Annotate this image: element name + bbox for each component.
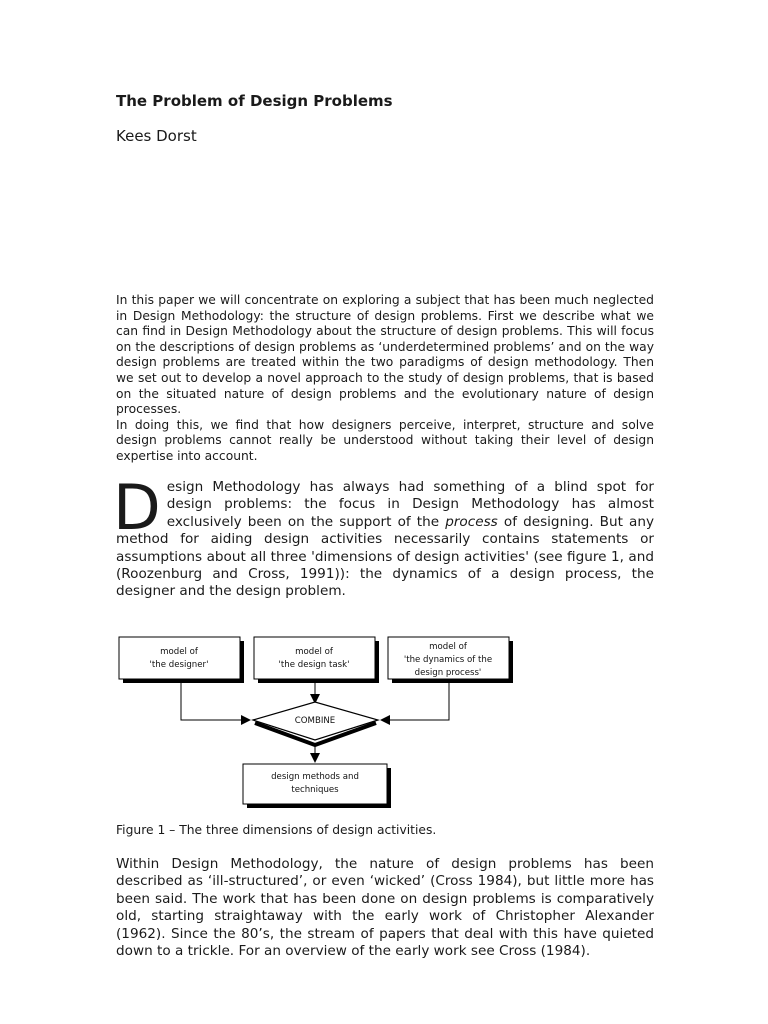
intro-italic-word: process: [445, 513, 498, 530]
box-design-task-line-2: 'the design task': [278, 660, 350, 670]
arrow-left: [181, 683, 250, 720]
box-design-task: [254, 637, 379, 683]
arrow-right: [381, 683, 449, 720]
paper-author: Kees Dorst: [116, 127, 197, 145]
figure-1: [116, 634, 516, 809]
box-design-dynamics-line-1: model of: [429, 642, 467, 652]
intro-text-end: of designing. But any method for aiding design activities necessarily contains statements or assumptions about all three 'dimensions of design activities' (see figure 1, and (Roozenburg and Cross, 1991)): the dynamics of a design process, the designer and the design problem.: [116, 513, 654, 600]
intro-text: [116, 479, 654, 601]
box-design-dynamics: [388, 637, 513, 683]
box-output-line-2: techniques: [291, 785, 339, 795]
body-paragraph-2: Within Design Methodology, the nature of design problems has been described as ‘ill-structured’, or even ‘wicked’ (Cross 1984), but little more has been said. The work that has been done on design problems is comparatively old, starting straightaway with the early work of Christopher Alexander (1962). Since the 80’s, the stream of papers that deal with this have quieted down to a trickle. For an overview of the early work see Cross (1984).: [116, 856, 654, 960]
abstract: [116, 293, 654, 465]
box-output: [243, 764, 391, 808]
combine-diamond: [253, 702, 378, 745]
abstract-paragraph-2: In doing this, we find that how designers perceive, interpret, structure and solve design problems cannot really be understood without taking their level of design expertise into account.: [116, 417, 654, 463]
box-output-line-1: design methods and: [271, 772, 359, 782]
figure-caption: Figure 1 – The three dimensions of design activities.: [116, 823, 437, 837]
box-design-dynamics-line-2: 'the dynamics of the: [403, 655, 493, 665]
box-designer-line-1: model of: [160, 647, 198, 657]
box-design-task-line-1: model of: [295, 647, 333, 657]
paper-title: The Problem of Design Problems: [116, 92, 393, 110]
abstract-paragraph-1: In this paper we will concentrate on exploring a subject that has been much neglected in Design Methodology: the structure of design problems. First we describe what we can find in Design Methodology about the structure of design problems. This will focus on the descriptions of design problems as ‘underdetermined problems’ and on the way design problems are treated within the two paradigms of design methodology. Then we set out to develop a novel approach to the study of design problems, that is based on the situated nature of design problems and the evolutionary nature of design processes.: [116, 293, 654, 417]
figure-1-diagram: [116, 634, 516, 809]
drop-cap: D: [113, 471, 161, 544]
intro-paragraph: [113, 471, 654, 601]
combine-label: COMBINE: [294, 716, 336, 726]
box-designer-line-2: 'the designer': [149, 660, 209, 670]
box-design-dynamics-line-3: design process': [414, 668, 482, 678]
intro-text-start: esign Methodology has always had something of a blind spot for design problems: the focus in Design Methodology has almost exclusively been on the support of the: [166, 479, 654, 530]
box-designer: [119, 637, 244, 683]
